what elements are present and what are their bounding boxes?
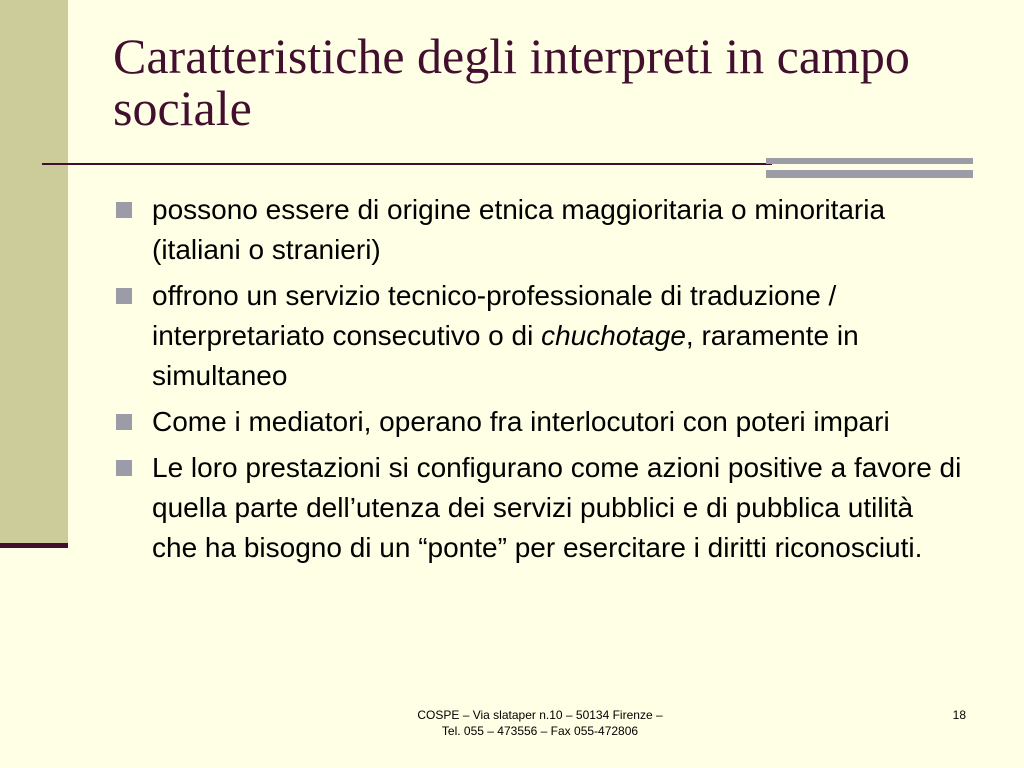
title-accent-bar-bottom	[766, 170, 973, 178]
title-underline	[42, 163, 772, 165]
bullet-item	[116, 190, 966, 270]
title-accent-bar-top	[766, 158, 973, 164]
square-bullet-icon	[116, 460, 132, 476]
bullet-text: Come i mediatori, operano fra interlocutori con poteri impari	[152, 406, 890, 437]
bullet-text: Le loro prestazioni si configurano come azioni positive a favore di quella parte dell’utenza dei servizi pubblici e di pubblica utilità che ha bisogno di un “ponte” per esercitare i diritti riconosciuti.	[152, 452, 962, 563]
square-bullet-icon	[116, 202, 132, 218]
slide-title: Caratteristiche degli interpreti in campo sociale	[113, 28, 910, 136]
left-sidebar-band	[0, 0, 68, 545]
footer-address: COSPE – Via slataper n.10 – 50134 Firenze –	[417, 708, 663, 722]
page-number: 18	[952, 708, 966, 722]
square-bullet-icon	[116, 288, 132, 304]
bullet-text-after: , raramente in simultaneo	[152, 320, 859, 391]
bullet-list	[116, 190, 966, 574]
square-bullet-icon	[116, 414, 132, 430]
bullet-text-italic: chuchotage	[541, 320, 686, 351]
bullet-text: possono essere di origine etnica maggioritaria o minoritaria (italiani o stranieri)	[152, 194, 886, 265]
footer-phone: Tel. 055 – 473556 – Fax 055-472806	[441, 724, 639, 738]
bullet-item	[116, 402, 966, 442]
bullet-item	[116, 276, 966, 396]
slide-footer	[380, 707, 700, 739]
sidebar-rule	[0, 543, 68, 548]
bullet-item	[116, 448, 966, 568]
bullet-text-before: offrono un servizio tecnico-professionale di traduzione / interpretariato consecutivo o di	[152, 280, 837, 351]
